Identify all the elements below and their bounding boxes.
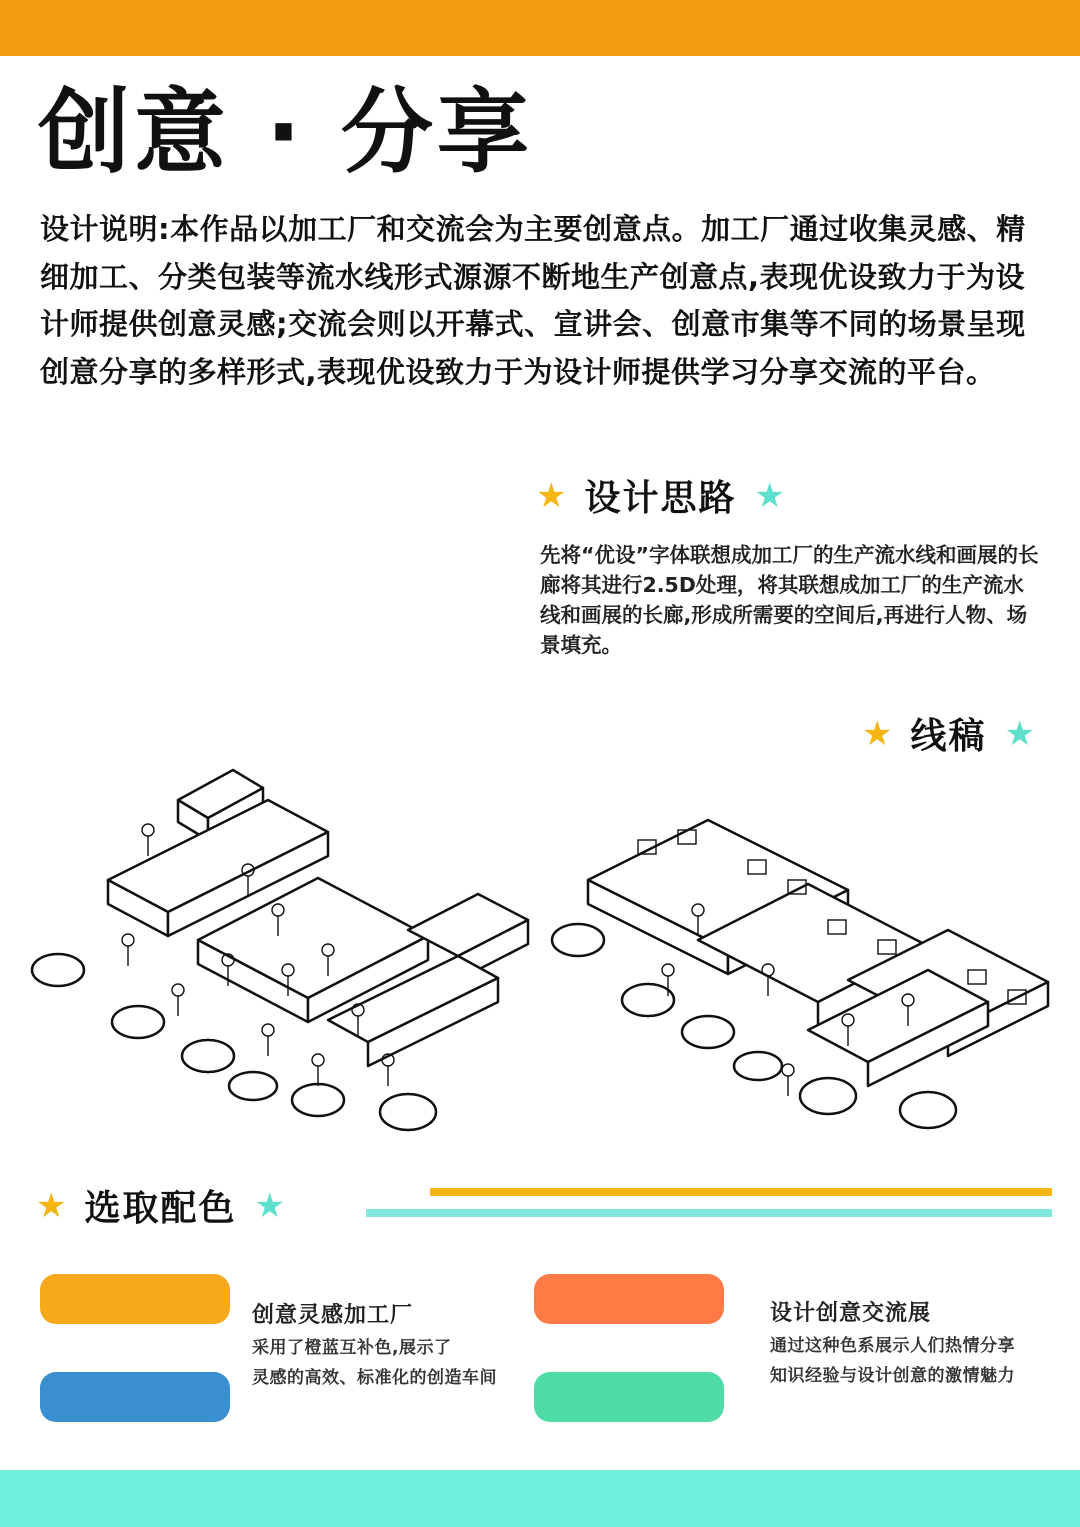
color-swatch-coral (534, 1274, 724, 1324)
color-group-desc-line: 灵感的高效、标准化的创造车间 (252, 1368, 497, 1388)
orange-divider-line (430, 1188, 1052, 1196)
top-color-bar (0, 0, 1080, 56)
color-swatch-orange (40, 1274, 230, 1324)
star-icon: ★ (36, 1185, 67, 1226)
color-group-desc-line: 知识经验与设计创意的激情魅力 (770, 1366, 1015, 1386)
factory-lineart-illustration (548, 770, 1058, 1150)
teal-divider-line (366, 1209, 1052, 1217)
bottom-color-bar (0, 1470, 1080, 1527)
design-idea-title: 设计思路 (584, 478, 737, 519)
sketch-title: 线稿 (910, 716, 987, 757)
page-title: 创意 · 分享 (38, 79, 534, 186)
color-group-desc-line: 采用了橙蓝互补色,展示了 (252, 1338, 452, 1358)
sketch-heading (862, 708, 1035, 759)
design-description: 设计说明:本作品以加工厂和交流会为主要创意点。加工厂通过收集灵感、精细加工、分类包装等流水线形式源源不断地生产创意点,表现优设致力于为设计师提供创意灵感;交流会则以开幕式、宣讲会、创意市集等不同的场景呈现创意分享的多样形式,表现优设致力于为设计师提供学习分享交流的平台。 (40, 212, 1026, 389)
color-group-title: 设计创意交流展 (770, 1301, 932, 1326)
star-icon: ★ (862, 713, 893, 754)
color-selection-title: 选取配色 (84, 1188, 237, 1229)
color-group-desc-line: 通过这种色系展示人们热情分享 (770, 1336, 1015, 1356)
design-idea-heading (536, 470, 785, 521)
design-idea-text: 先将“优设”字体联想成加工厂的生产流水线和画展的长廊将其进行2.5D处理，将其联想成加工厂的生产流水线和画展的长廊,形成所需要的空间后,再进行人物、场景填充。 (540, 543, 1039, 657)
color-selection-heading (36, 1180, 285, 1231)
color-group-title: 创意灵感加工厂 (252, 1303, 414, 1328)
exhibition-lineart-illustration (28, 760, 538, 1150)
star-icon: ★ (254, 1185, 285, 1226)
star-icon: ★ (754, 475, 785, 516)
color-swatch-blue (40, 1372, 230, 1422)
color-group-factory (252, 1298, 497, 1393)
star-icon: ★ (1004, 713, 1035, 754)
color-swatch-green (534, 1372, 724, 1422)
color-group-exchange (770, 1296, 1015, 1391)
star-icon: ★ (536, 475, 567, 516)
